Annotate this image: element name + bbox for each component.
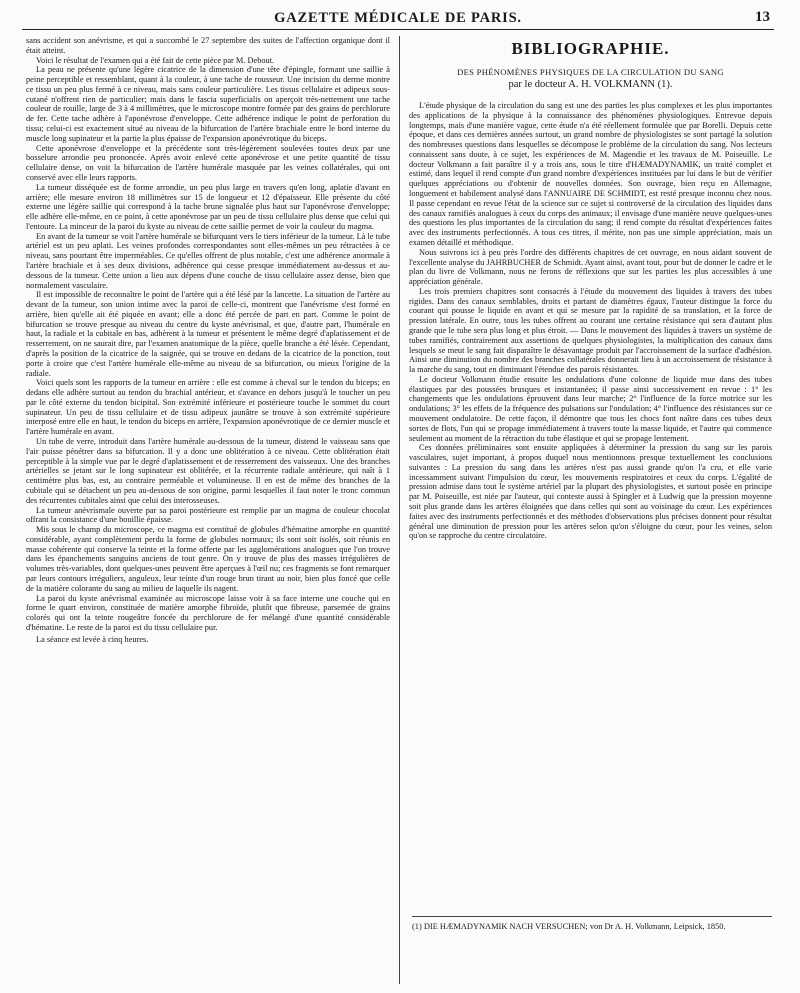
paragraph: Ces données préliminaires sont ensuite appliquées à déterminer la pression du sang sur les parois vasculaires, sujet important, à propos duquel nous mentionnons presque textuellement les conclusions suivantes : La pression du sang dans les artères n'est pas aussi grande qu'on l'a cru, et elle varie incessamment suivant l'impulsion du cœur, les mouvements respiratoires et ceux du corps. L'égalité de pression admise dans tout le système artériel par la plupart des physiologistes, et surtout posée en principe par M. Poiseuille, est niée par l'auteur, qui conteste aussi à Spingler et à Ludwig que la pression moyenne soit plus grande dans les artères éloignées que dans celles qui sont au voisinage du cœur. Les expériences faites avec des instruments perfectionnés et des méthodes d'observations plus précises donnent pour résultat général une diminution de pression pour les artères selon qu'on s'éloigne du cœur, pour les veines, selon qu'on se rapproche du centre circulatoire. <box>409 443 772 541</box>
section-heading: BIBLIOGRAPHIE. <box>511 39 670 58</box>
paragraph: sans accident son anévrisme, et qui a succombé le 27 septembre des suites de l'affection organique dont il était atteint. <box>26 36 390 55</box>
review-title: DES PHÉNOMÈNES PHYSIQUES DE LA CIRCULATION DU SANG <box>457 67 724 77</box>
right-column <box>409 36 772 912</box>
paragraph: Cette aponévrose d'enveloppe et la précédente sont très-légèrement soulevées toutes deux par une bosselure arrondie peu prononcée. Après avoir enlevé cette aponévrose et une petite quantité de tissu cellulaire dense, on voit la bifurcation de l'artère humérale masquée par les veines collatérales, qui ont conservé avec elle leurs rapports. <box>26 143 390 182</box>
page-header <box>22 8 774 30</box>
paragraph: La tumeur disséquée est de forme arrondie, un peu plus large en travers qu'en long, aplatie d'avant en arrière; elle mesure environ 18 millimètres sur 15 de longueur et 12 d'épaisseur. Elle présente du côté externe une légère saillie qui correspond à la tache brune signalée plus haut sur l'aponévrose d'enveloppe; elle adhère elle-même, en ce point, à cette aponévrose par un peu de tissu cellulaire plus dense que celui qui l'entoure. La minceur de la paroi du kyste au niveau de cette saillie permet de voir la couleur du magma. <box>26 182 390 231</box>
paragraph: La tumeur anévrismale ouverte par sa paroi postérieure est remplie par un magma de couleur chocolat offrant la consistance d'une bouillie épaisse. <box>26 505 390 525</box>
left-column <box>26 36 390 984</box>
review-author: par le docteur A. H. VOLKMANN (1). <box>508 79 673 90</box>
paragraph: L'étude physique de la circulation du sang est une des parties les plus complexes et les plus importantes des applications de la physique à la connaissance des phénomènes physiologiques. Entrevue depuis longtemps, mais d'une manière vague, cette étude n'a été réellement formulée que par Borelli. Depuis cette époque, et dans ces dernières années surtout, un grand nombre de physiologistes se sont partagé la solution des nombreuses questions dans lesquelles se décompose le problème de la circulation du sang. Nos lecteurs connaissent sans doute, à ce sujet, les expériences de M. Magendie et les travaux de M. Poiseuille. Le docteur Volkmann a fait paraître il y a trois ans, sous le titre d'HÆMADYNAMIK, un traité complet et estimé, dans lequel il rend compte d'un grand nombre d'expériences instituées par lui dans le but de vérifier quelques appréciations ou d'obtenir de nouvelles données. Son ouvrage, bien reçu en Allemagne, longuement et habilement analysé dans l'ANNUAIRE DE SCHMIDT, est resté presque inconnu chez nous. Il passe cependant en revue l'état de la science sur ce sujet si controversé de la circulation des liquides dans des canaux ramifiés analogues à ceux du corps des animaux; il envisage d'une manière neuve quelques-unes des questions les plus importantes de la circulation du sang; il rend compte du résultat d'expériences faites avec des instruments perfectionnés. A tous ces titres, il mérite, non pas une simple appréciation, mais un examen détaillé et méthodique. <box>409 101 772 247</box>
footnote-divider <box>412 916 772 917</box>
page-number: 13 <box>755 9 770 25</box>
paragraph: Les trois premiers chapitres sont consacrés à l'étude du mouvement des liquides à travers des tubes rigides. Dans des canaux semblables, droits et partant de diamètres égaux, l'auteur distingue la force du courant qui pousse le liquide en avant et qui se mesure par la rapidité de sa translation, et la force de pression latérale. En outre, tous les tubes offrent au courant une certaine résistance qui sera d'autant plus grande que le tube sera plus long et plus étroit. — Dans le mouvement des liquides à travers un système de tubes ramifiés, contrairement aux assertions de quelques physiologistes, la multiplication des canaux dans lesquels se meut le sang fait disparaître le désavantage produit par l'accroissement de la surface d'adhésion. Ainsi une diminution du nombre des branches collatérales donnerait lieu à un accroissement de résistance à la marche du sang, tout en diminuant l'étendue des parois résistantes. <box>409 286 772 375</box>
paragraph: La paroi du kyste anévrismal examinée au microscope laisse voir à sa face interne une couche qui en forme le quart environ, constituée de matière amorphe fibroïde, plutôt que fibreuse, parsemée de grains colorés qui ont la teinte rougeâtre foncée du perchlorure de fer mélangé d'une quantité considérable d'hématine. Le reste de la paroi est du tissu cellulaire pur. <box>26 593 390 632</box>
closing-line: La séance est levée à cinq heures. <box>36 634 149 644</box>
paragraph: Mis sous le champ du microscope, ce magma est constitué de globules d'hématine amorphe en quantité considérable, ayant complètement perdu la forme de globules normaux; ils sont soit isolés, soit réunis en masse cohérente qui conserve la teinte et la forme offerte par les agglomérations analogues que l'on trouve dans les épanchements sanguins anciens de tout genre. On y trouve de plus des masses irrégulières de volumes très-variables, dont quelques-unes peuvent être aperçues à l'œil nu; ces fragments se font remarquer par leurs contours irréguliers, anguleux, leur teinte d'un rouge brun tirant au noir, bien plus foncé que celle de la matière colorante du sang au milieu de laquelle ils nagent. <box>26 525 390 593</box>
paragraph: Il est impossible de reconnaître le point de l'artère qui a été lésé par la lancette. La situation de l'artère au devant de la tumeur, son union intime avec la paroi de celle-ci, montrent que l'anévrisme s'est formé en arrière, bien qu'elle ait été piquée en avant; elle a donc été percée de part en part. Comme le point de bifurcation se trouve presque au niveau du centre du kyste anévrismal, et que, d'autre part, l'humérale en haut, la radiale et la cubitale en bas, adhèrent à la tumeur et présentent le même degré d'aplatissement et de resserrement, on ne saurait dire, par l'examen anatomique de la pièce, quelle branche a été lésée. Cependant, d'après la position de la cicatrice de la saignée, qui se trouve en dedans de la cicatrice de la ponction, tout porte à croire que c'est l'artère humérale elle-même au niveau de sa bifurcation, ou mieux l'origine de la radiale. <box>26 290 390 378</box>
paragraph: Le docteur Volkmann étudie ensuite les ondulations d'une colonne de liquide mue dans des tubes élastiques par des poussées brusques et instantanées; il passe ainsi successivement en revue : 1° les changements que les ondulations éprouvent dans leur marche; 2° l'influence de la force motrice sur les ondulations; 3° les effets de la fréquence des pulsations sur l'ondulation; 4° l'influence des résistances sur ce mouvement ondulatoire. De cette façon, il démontre que tous les chocs font naître dans ces tubes deux sortes de flots, l'un qui se propage immédiatement à travers toute la masse liquide, et l'autre qui commence seulement au moment de la rétraction du tube élastique et qui se propage lentement. <box>409 374 772 443</box>
footnote: (1) DIE HÆMADYNAMIK NACH VERSUCHEN; von Dr A. H. Volkmann, Leipsick, 1850. <box>412 922 726 931</box>
paragraph: Nous suivrons ici à peu près l'ordre des différents chapitres de cet ouvrage, en nous aidant souvent de l'excellente analyse du JAHRBUCHER de Schmidt. Ayant ainsi, avant tout, pour but de donner le cadre et le plan du livre de Volkmann, nous ne ferons de réflexions que sur les parties les plus accessibles à une appréciation générale. <box>409 247 772 287</box>
paragraph: En avant de la tumeur se voit l'artère humérale se bifurquant vers le tiers inférieur de la tumeur. Là le tube artériel est un peu aplati. Les veines profondes correspondantes sont elles-mêmes un peu rétractées à ce niveau, sans pourtant être imperméables. Ce qu'elles offrent de plus notable, c'est une adhérence anormale à l'artère brachiale et à ses deux divisions, adhérence qui cesse presque immédiatement au-dessus et au-dessous de la tumeur. Cette union a lieu aux dépens d'une couche de tissu cellulaire assez dense, bien que normalement vasculaire. <box>26 231 390 290</box>
paragraph: Voici quels sont les rapports de la tumeur en arrière : elle est comme à cheval sur le tendon du biceps; en dedans elle adhère surtout au tendon du brachial antérieur, et s'avance en dehors jusqu'à le toucher un peu par le côté externe du tendon bicipital. Son extrémité inférieure et postérieure touche le sommet du court supinateur. Un peu de tissu cellulaire et de tissu adipeux jaunâtre se trouve à son extrémité supérieure interposé entre elle en haut, le tendon du biceps en arrière, l'expansion aponévrotique de ce dernier muscle et l'artère humérale en avant. <box>26 378 390 437</box>
column-divider <box>399 36 400 984</box>
paragraph: La peau ne présente qu'une légère cicatrice de la dimension d'une tête d'épingle, formant une saillie à peine perceptible et ressemblant, quant à la couleur, à une tache de rousseur. Une incision du derme montre ce tissu un peu plus fermé à ce niveau, mais sans couleur particulière. Les tissus cellulaire et adipeux sous-cutané n'offrent rien de particulier; mais dans le fascia superficialis on aperçoit très-nettement une tache couleur de rouille, large de 3 à 4 millimètres, que le microscope montre formée par des grains de perchlorure de fer. Cette tache adhère à l'aponévrose d'enveloppe. Cette adhérence indique le point de perforation du tissu; celui-ci est exactement situé au niveau de la bifurcation de l'artère brachiale entre le bord interne du muscle long supinateur et la partie la plus épaisse de l'expansion aponévrotique du biceps. <box>26 65 390 143</box>
paragraph: Un tube de verre, introduit dans l'artère humérale au-dessous de la tumeur, distend le vaisseau sans que l'air puisse pénétrer dans sa bifurcation. Il y a donc une oblitération à ce niveau. Cette oblitération était perceptible à la simple vue par le degré d'aplatissement et de resserrement des vaisseaux. Une des branches artérielles se jetant sur le long supinateur est oblitérée, et la récurrente radiale antérieure, qui naît à 1 centimètre plus bas, est, au contraire perméable et volumineuse. Il en est de même des branches de la cubitale qui se détachent un peu au-dessous de son origine, parmi lesquelles il faut noter le tronc commun des récurrentes cubitales ainsi que celui des interosseuses. <box>26 437 390 505</box>
paragraph: Voici le résultat de l'examen qui a été fait de cette pièce par M. Debout. <box>36 55 275 65</box>
journal-title: GAZETTE MÉDICALE DE PARIS. <box>274 10 522 26</box>
